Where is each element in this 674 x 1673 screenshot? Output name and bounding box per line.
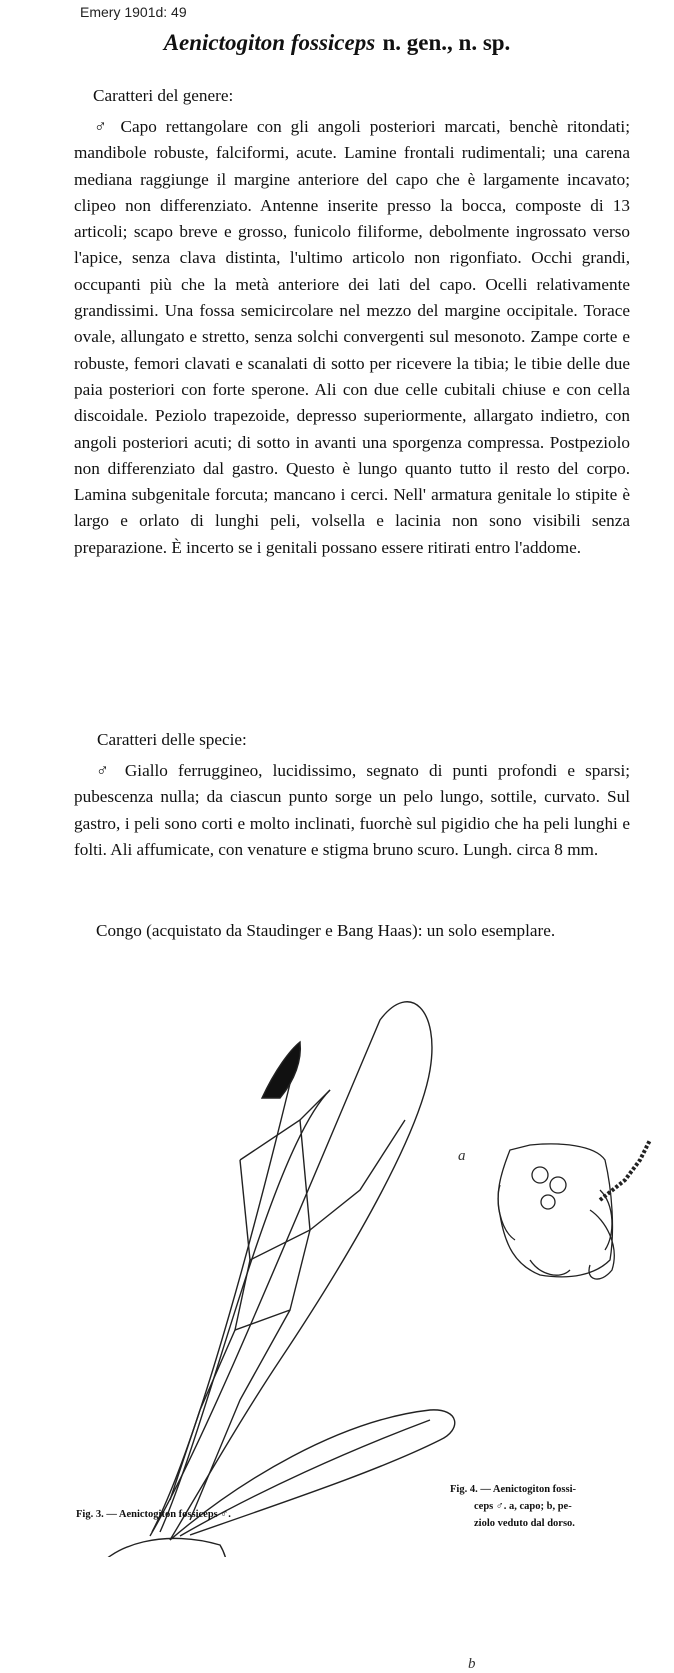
article-title (0, 30, 674, 56)
fig4-head-outline (498, 1144, 612, 1277)
fig4-label-b: b (468, 1656, 476, 1672)
wing-vein-costal (152, 1042, 300, 1532)
title-taxon: Aenictogiton fossiceps (163, 30, 376, 55)
fig4-caption-line2: ceps ♂. a, capo; b, pe- (474, 1501, 572, 1512)
genus-description: ♂ Capo rettangolare con gli angoli posteriori marcati, benchè ritondati; mandibole robuste, falciformi, acute. Lamine frontali rudimentali; una carena mediana raggiunge il margine anteriore del capo che è largamente incavato; clipeo non differenziato. Antenne inserite presso la bocca, composte di 13 articoli; scapo breve e grosso, funicolo filiforme, debolmente ingrossato verso l'apice, senza clava distinta, l'ultimo articolo non rigonfiato. Occhi grandi, occupanti più che la metà anteriore dei lati del capo. Ocelli relativamente grandissimi. Una fossa semicircolare nel mezzo del margine occipitale. Torace ovale, allungato e stretto, senza solchi convergenti sul mesonoto. Zampe corte e robuste, femori clavati e scanalati di sotto per ricevere la tibia; le tibie delle due paia posteriori con forte sperone. Ali con due celle cubitali chiuse e con cella discoidale. Peziolo trapezoide, depresso superiormente, allargato indietro, con angoli posteriori acuti; di sotto in avanti una sporgenza compressa. Postpeziolo non differenziato dal gastro. Questo è lungo quanto tutto il resto del corpo. Lamina subgenitale forcuta; mancano i cerci. Nell' armatura genitale lo stipite è largo e orlato di lunghi peli, volsella e lacinia non sono visibili senza preparazione. È incerto se i genitali possano essere ritirati entro l'addome. (74, 117, 630, 557)
title-rank: n. gen., n. sp. (382, 30, 511, 55)
ant-thorax (88, 1538, 227, 1557)
fig4-caption-line3: ziolo veduto dal dorso. (474, 1518, 575, 1529)
ant-illustration (0, 980, 674, 1557)
hind-wing-outline (170, 1410, 455, 1540)
fig3-caption: Fig. 3. — Aenictogiton fossiceps ♂. (76, 1509, 231, 1520)
running-head: Emery 1901d: 49 (80, 4, 187, 20)
species-description: ♂ Giallo ferruggineo, lucidissimo, segnato di punti profondi e sparsi; pubescenza nulla; da ciascun punto sorge un pelo lungo, sottile, curvato. Sul gastro, i peli sono corti e molto inclinati, fuorchè sul pigidio che ha peli lunghi e folti. Ali affumicate, con venature e stigma bruno scuro. Lungh. circa 8 mm. (74, 761, 630, 859)
fig4-caption-line1: Fig. 4. — Aenictogiton fossi- (450, 1484, 576, 1495)
species-heading: Caratteri delle specie: (97, 730, 247, 749)
genus-heading: Caratteri del genere: (93, 86, 234, 105)
wing-stigma (262, 1042, 300, 1098)
figure-area (0, 980, 674, 1672)
locality-paragraph: Congo (acquistato da Staudinger e Bang Haas): un solo esemplare. (96, 921, 556, 940)
fig4-label-a: a (458, 1148, 466, 1164)
